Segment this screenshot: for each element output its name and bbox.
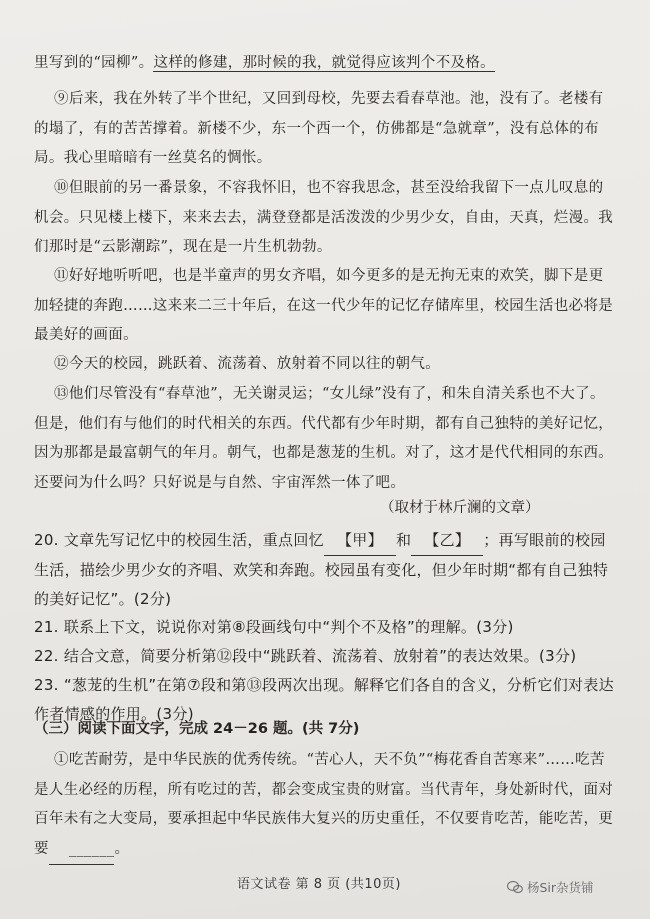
question-22: 22. 结合文意，简要分析第⑫段中“跳跃着、流荡着、放射着”的表达效果。(3分) bbox=[34, 647, 577, 665]
page-footer: 语文试卷 第 8 页 (共10页) bbox=[237, 877, 401, 892]
intro-text: 里写到的“园柳”。 bbox=[34, 55, 154, 71]
question-23: 23. “葱茏的生机”在第⑦段和第⑬段两次出现。解释它们各自的含义，分析它们对表达作者情感的作用。(3分) bbox=[34, 676, 614, 723]
underlined-sentence: 这样的修建，那时候的我，就觉得应该判个不及格。 bbox=[153, 55, 496, 71]
source-note: （取材于林斤澜的文章） bbox=[380, 500, 540, 516]
paragraph-9: ⑨后来，我在外转了半个世纪，又回到母校，先要去看春草池。池，没有了。老楼有的塌了，有的苦苦撑着。新楼不少，东一个西一个，仿佛都是“急就章”，没有总体的布局。我心里暗暗有一丝莫名的惆怅。 bbox=[34, 91, 604, 166]
paragraph-12: ⑫今天的校园，跳跃着、流荡着、放射着不同以往的朝气。 bbox=[54, 356, 441, 372]
watermark-text: 杨Sir杂货铺 bbox=[527, 880, 594, 895]
answer-blank[interactable]: ______ bbox=[49, 835, 115, 866]
intro-line bbox=[34, 49, 614, 79]
blank-jia[interactable]: 【甲】 bbox=[324, 526, 396, 556]
blank-yi[interactable]: 【乙】 bbox=[411, 526, 483, 556]
question-20: 20. 文章先写记忆中的校园生活，重点回忆 【甲】 和 【乙】 ；再写眼前的校园生活，描绘少男少女的齐唱、欢笑和奔跑。校园虽有变化，但少年时期“都有自己独特的美好记忆”。(2分) bbox=[34, 526, 619, 614]
paragraph-10: ⑩但眼前的另一番景象，不容我怀旧，也不容我思念，甚至没给我留下一点儿叹息的机会。只见楼上楼下，来来去去，满登登都是活泼泼的少男少女，自由，天真，烂漫。我们那时是“云影潮踪”，现在是一片生机勃勃。 bbox=[34, 180, 614, 255]
paragraph-13: ⑬他们尽管没有“春草池”，无关谢灵运；“女儿绿”没有了，和朱自清关系也不大了。但是，他们有与他们的时代相关的东西。代代都有少年时期，都有自己独特的美好记忆，因为那都是最富朝气的年月。朝气，也都是葱茏的生机。对了，这才是代代相同的东西。还要问为什么吗？只好说是与自然、宇宙浑然一体了吧。 bbox=[34, 386, 614, 491]
section-3-title: （三）阅读下面文字，完成 24－26 题。(共 7分) bbox=[34, 721, 360, 737]
wechat-icon bbox=[507, 880, 523, 894]
watermark bbox=[507, 878, 594, 896]
section-3-paragraph: ①吃苦耐劳，是中华民族的优秀传统。“苦心人，天不负”“梅花香自苦寒来”……吃苦是人生必经的历程，所有吃过的苦，都会变成宝贵的财富。当代青年，身处新时代，面对百年未有之大变局，要承担起中华民族伟大复兴的历史重任，不仅要肯吃苦，能吃苦，更要 ______。 bbox=[34, 746, 614, 865]
paragraph-11: ⑪好好地听听吧，也是半童声的男女齐唱，如今更多的是无拘无束的欢笑，脚下是更加轻捷的奔跑……这来来二三十年后，在这一代少年的记忆存储库里，校园生活也必将是最美好的画面。 bbox=[34, 268, 614, 343]
question-21: 21. 联系上下文，说说你对第⑧段画线句中“判个不及格”的理解。(3分) bbox=[34, 618, 514, 636]
